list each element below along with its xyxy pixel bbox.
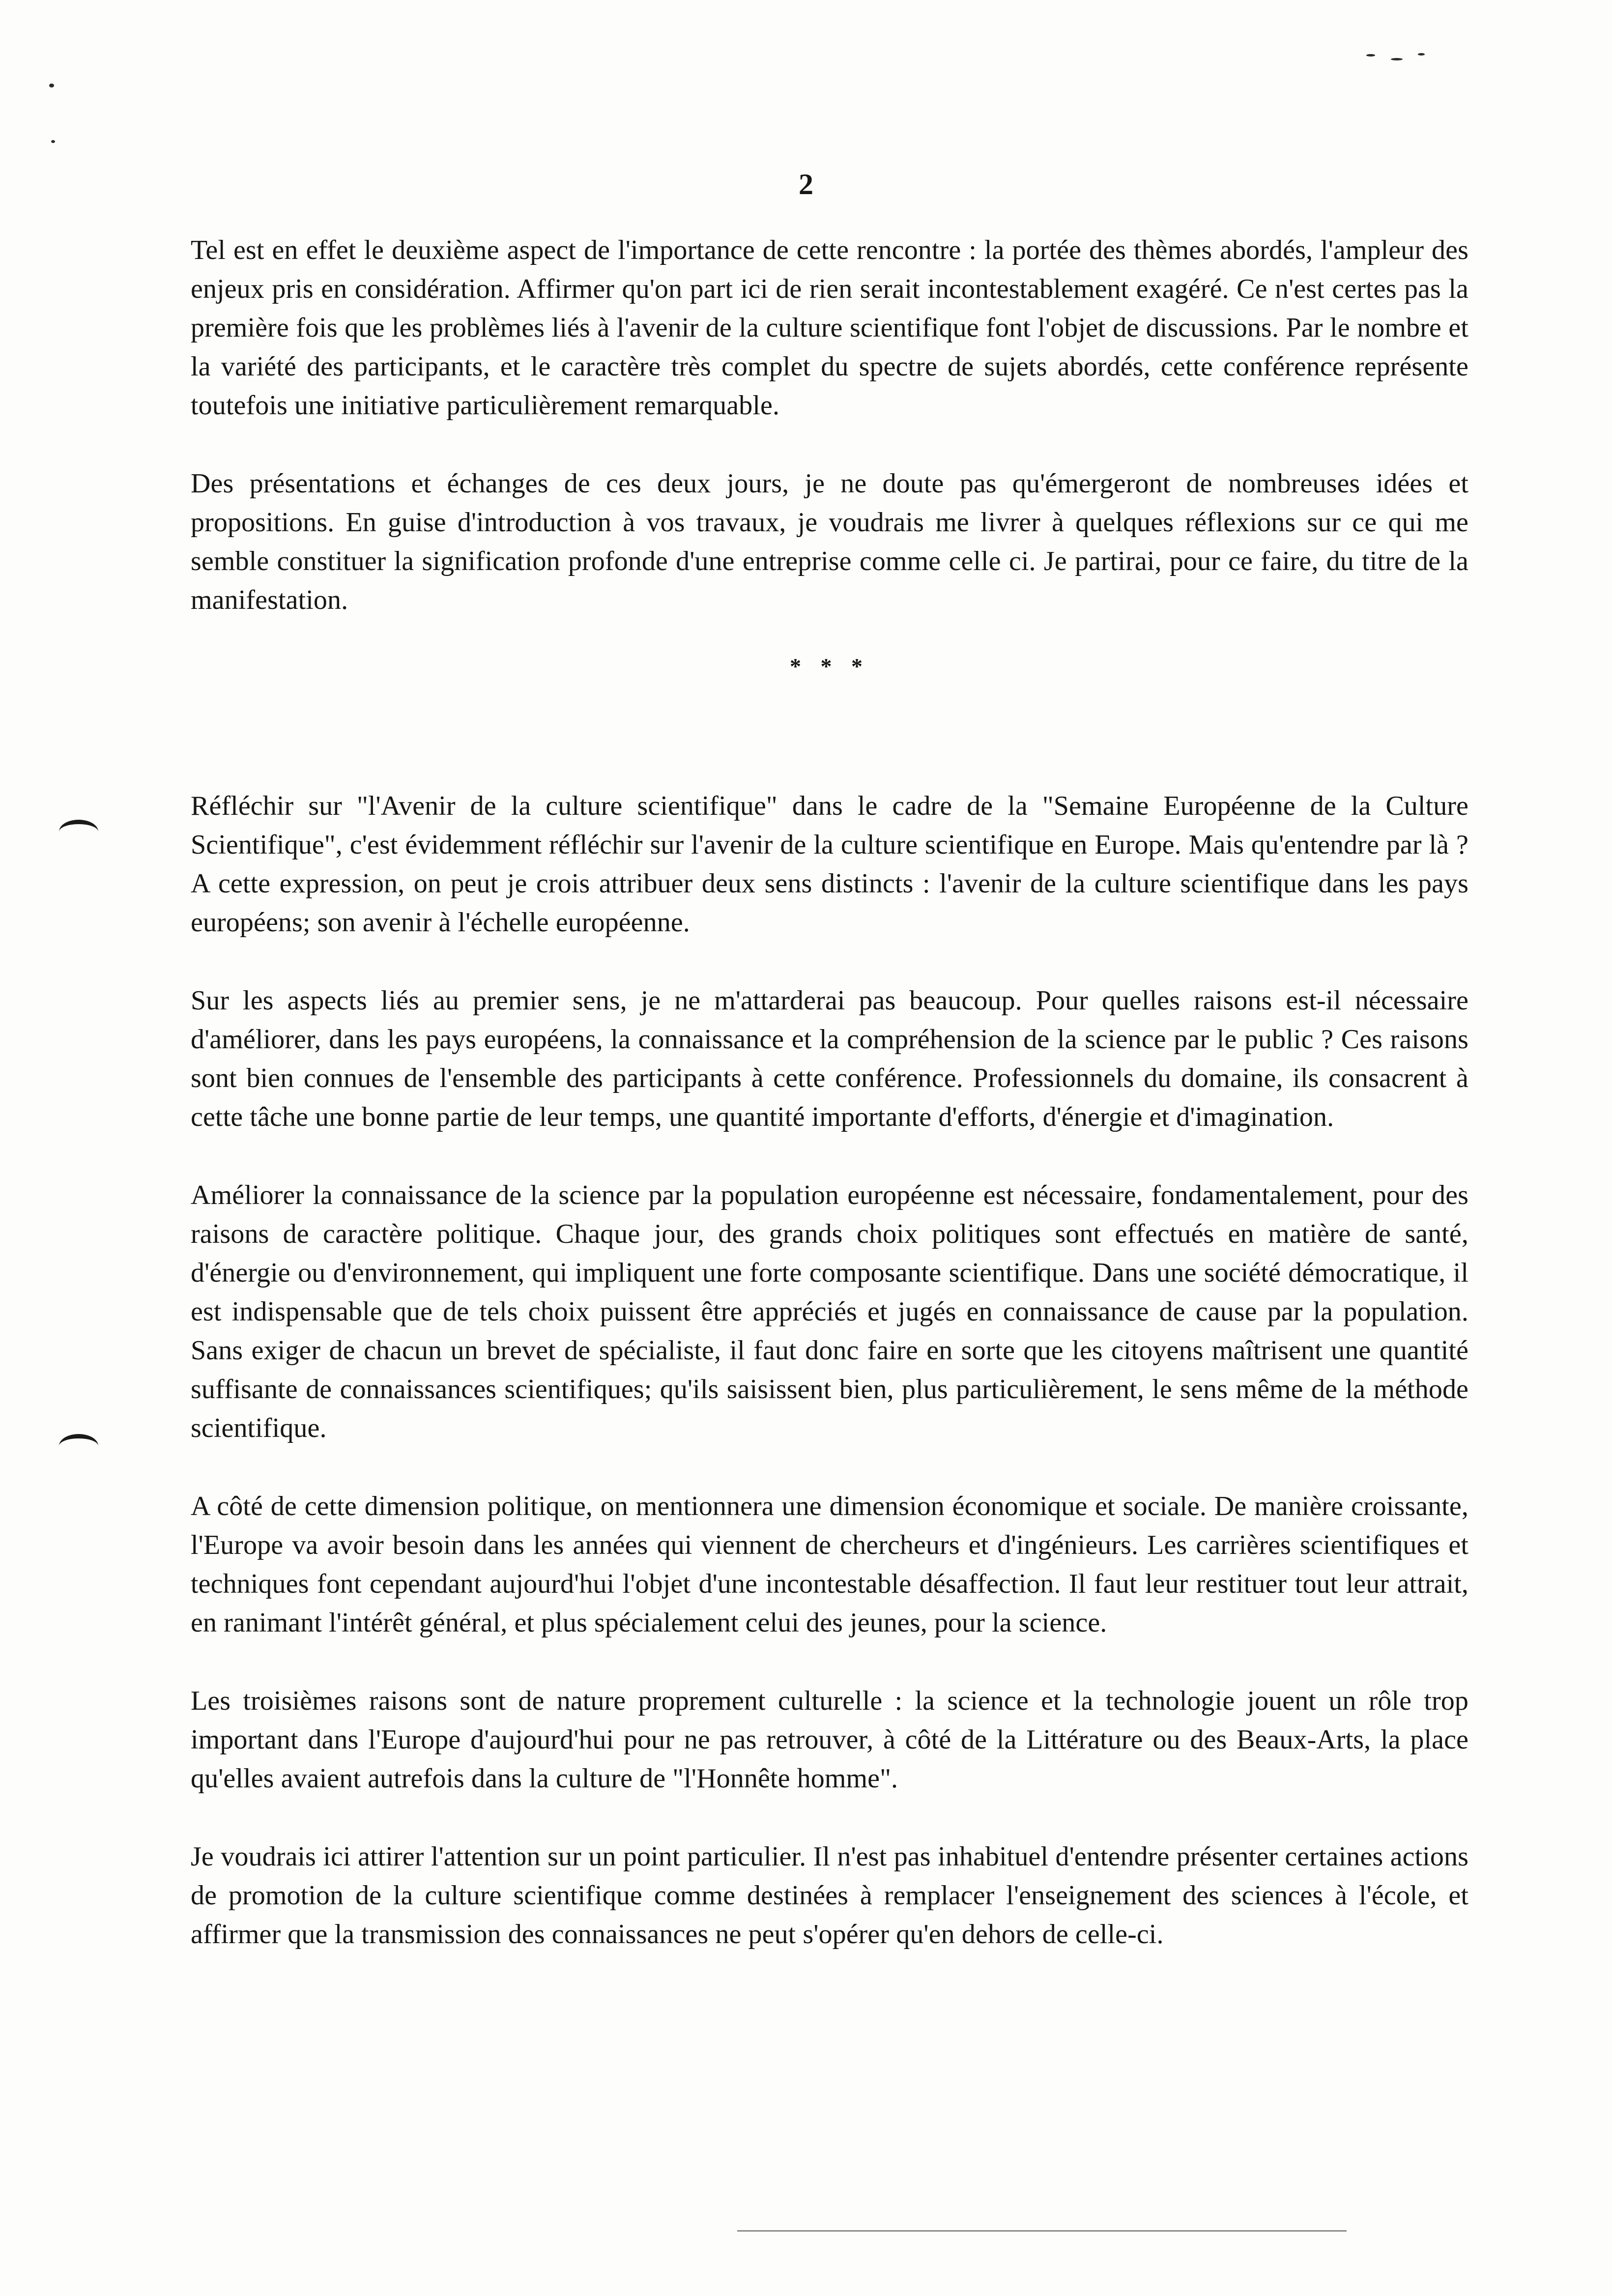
paragraph: Je voudrais ici attirer l'attention sur un point particulier. Il n'est pas inhabituel d'entendre présenter certaines actions de promotion de la culture scientifique comme destinées à remplacer l'enseignement des sciences à l'école, et affirmer que la transmission des connaissances ne peut s'opérer qu'en dehors de celle-ci. bbox=[191, 1841, 1468, 1950]
punch-hole-mark bbox=[59, 1434, 98, 1458]
punch-hole-mark bbox=[59, 820, 98, 844]
paragraph: A côté de cette dimension politique, on mentionnera une dimension économique et sociale. De manière croissante, l'Europe va avoir besoin dans les années qui viennent de chercheurs et d'ingénieurs. Les carrières scientifiques et techniques font cependant aujourd'hui l'objet d'une incontestable désaffection. Il faut leur restituer tout leur attrait, en ranimant l'intérêt général, et plus spécialement celui des jeunes, pour la science. bbox=[191, 1491, 1468, 1638]
paragraph: Améliorer la connaissance de la science par la population européenne est nécessaire, fondamentalement, pour des raisons de caractère politique. Chaque jour, des grands choix politiques sont effectués en matière de santé, d'énergie ou d'environnement, qui impliquent une forte composante scientifique. Dans une société démocratique, il est indispensable que de tels choix puissent être appréciés et jugés en connaissance de cause par la population. Sans exiger de chacun un brevet de spécialiste, il faut donc faire en sorte que les citoyens maîtrisent une quantité suffisante de connaissances scientifiques; qu'ils saisissent bien, plus particulièrement, le sens même de la méthode scientifique. bbox=[191, 1180, 1468, 1443]
scan-speck bbox=[1366, 54, 1375, 57]
scan-speck bbox=[1418, 53, 1425, 56]
scan-speck bbox=[1391, 58, 1403, 60]
paragraph: Les troisièmes raisons sont de nature proprement culturelle : la science et la technologie jouent un rôle trop important dans l'Europe d'aujourd'hui pour ne pas retrouver, à côté de la Littérature ou des Beaux-Arts, la place qu'elles avaient autrefois dans la culture de "l'Honnête homme". bbox=[191, 1686, 1468, 1794]
paragraph: Sur les aspects liés au premier sens, je ne m'attarderai pas beaucoup. Pour quelles raisons est-il nécessaire d'améliorer, dans les pays européens, la connaissance et la compréhension de la science par le public ? Ces raisons sont bien connues de l'ensemble des participants à cette conférence. Professionnels du domaine, ils consacrent à cette tâche une bonne partie de leur temps, une quantité importante d'efforts, d'énergie et d'imagination. bbox=[191, 985, 1468, 1132]
paragraph: Tel est en effet le deuxième aspect de l'importance de cette rencontre : la portée des thèmes abordés, l'ampleur des enjeux pris en considération. Affirmer qu'on part ici de rien serait incontestablement exagéré. Ce n'est certes pas la première fois que les problèmes liés à l'avenir de la culture scientifique font l'objet de discussions. Par le nombre et la variété des participants, et le caractère très complet du spectre de sujets abordés, cette conférence représente toutefois une initiative particulièrement remarquable. bbox=[191, 235, 1468, 421]
section-separator: * * * bbox=[790, 654, 869, 679]
body-text bbox=[191, 231, 1468, 1993]
page-number: 2 bbox=[799, 168, 813, 201]
paragraph: Des présentations et échanges de ces deux jours, je ne doute pas qu'émergeront de nombreuses idées et propositions. En guise d'introduction à vos travaux, je voudrais me livrer à quelques réflexions sur ce qui me semble constituer la signification profonde d'une entreprise comme celle ci. Je partirai, pour ce faire, du titre de la manifestation. bbox=[191, 468, 1468, 615]
scan-speck bbox=[49, 84, 54, 87]
scan-speck bbox=[51, 140, 55, 143]
bottom-rule bbox=[737, 2230, 1347, 2232]
paragraph: Réfléchir sur "l'Avenir de la culture scientifique" dans le cadre de la "Semaine Européenne de la Culture Scientifique", c'est évidemment réfléchir sur l'avenir de la culture scientifique en Europe. Mais qu'entendre par là ? A cette expression, on peut je crois attribuer deux sens distincts : l'avenir de la culture scientifique dans les pays européens; son avenir à l'échelle européenne. bbox=[191, 791, 1468, 938]
